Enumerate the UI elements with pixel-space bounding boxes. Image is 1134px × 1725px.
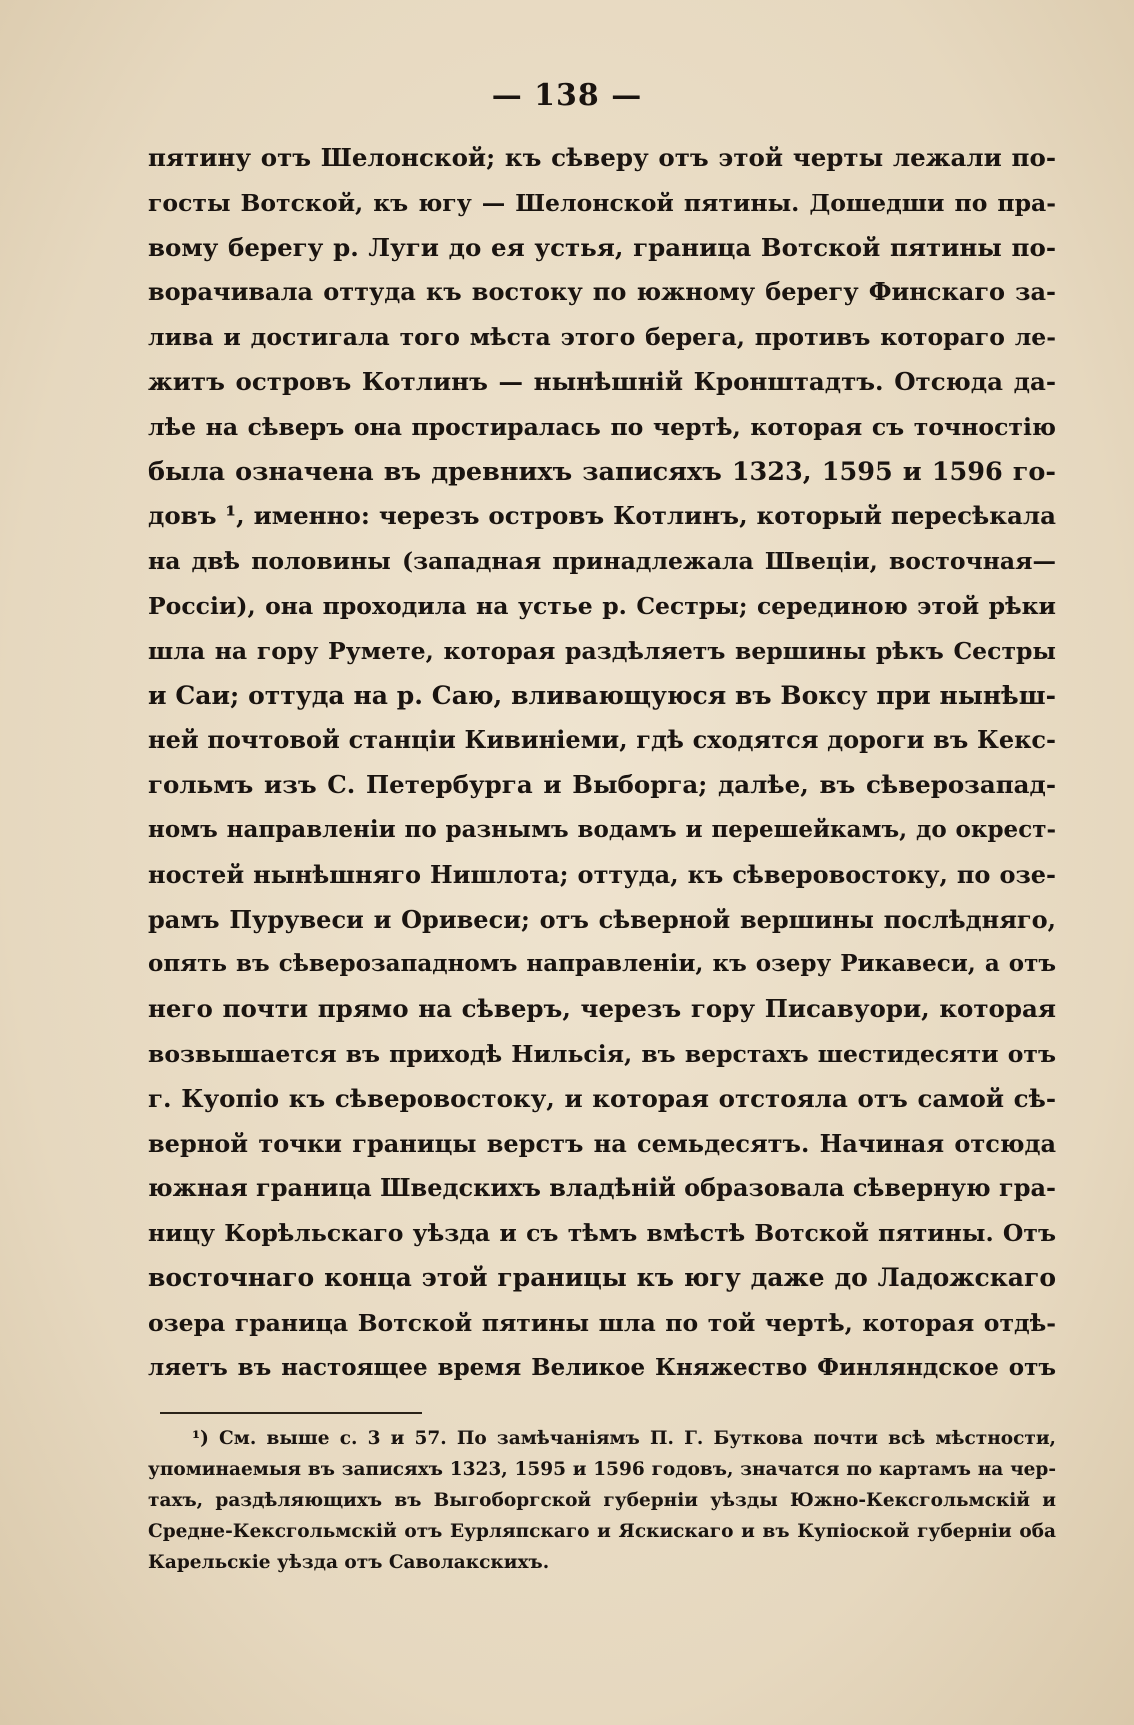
footnote-line: тахъ, раздѣляющихъ въ Выгоборгской губерніи уѣзды Южно-Кексгольмскій и: [148, 1490, 1056, 1511]
text-line: на двѣ половины (западная принадлежала Швеціи, восточная—: [148, 547, 1056, 576]
text-line: ляетъ въ настоящее время Великое Княжество Финляндское отъ: [148, 1353, 1056, 1381]
text-line: пятину отъ Шелонской; къ сѣверу отъ этой черты лежали по-: [148, 143, 1056, 172]
text-line: рамъ Пурувеси и Оривеси; отъ сѣверной вершины послѣдняго,: [148, 904, 1056, 934]
main-text: [148, 136, 1056, 1390]
footnote-divider: [160, 1412, 422, 1414]
text-line: верной точки границы верстъ на семьдесятъ. Начиная отсюда: [148, 1128, 1056, 1158]
text-line: Россіи), она проходила на устье р. Сестры; серединою этой рѣки: [148, 591, 1056, 620]
text-line: ворачивала оттуда къ востоку по южному берегу Финскаго за-: [148, 277, 1056, 307]
text-line: него почти прямо на сѣверъ, черезъ гору Писавуори, которая: [148, 994, 1056, 1024]
text-line: вому берегу р. Луги до ея устья, граница Вотской пятины по-: [148, 232, 1056, 262]
text-line: госты Вотской, къ югу — Шелонской пятины. Дошедши по пра-: [148, 188, 1056, 217]
text-line: и Саи; оттуда на р. Саю, вливающуюся въ Воксу при нынѣш-: [148, 680, 1056, 710]
text-line: г. Куопіо къ сѣверовостоку, и которая отстояла отъ самой сѣ-: [148, 1083, 1056, 1113]
text-line: озера граница Вотской пятины шла по той чертѣ, которая отдѣ-: [148, 1308, 1056, 1337]
footnote: [148, 1423, 1056, 1578]
footnote-line: упоминаемыя въ записяхъ 1323, 1595 и 1596 годовъ, значатся по картамъ на чер-: [148, 1459, 1056, 1480]
text-line: южная граница Шведскихъ владѣній образовала сѣверную гра-: [148, 1173, 1056, 1203]
text-line: ницу Корѣльскаго уѣзда и съ тѣмъ вмѣстѣ Вотской пятины. Отъ: [148, 1219, 1056, 1248]
text-line: ностей нынѣшняго Нишлота; оттуда, къ сѣверовостоку, по озе-: [148, 859, 1056, 889]
footnote-line: ¹) См. выше с. 3 и 57. По замѣчаніямъ П. Г. Буткова почти всѣ мѣстности,: [192, 1428, 1056, 1449]
text-line: шла на гору Руметe, которая раздѣляетъ вершины рѣкъ Сестры: [148, 636, 1056, 665]
text-line: лѣе на сѣверъ она простиралась по чертѣ, которая съ точностію: [148, 412, 1056, 441]
text-line: возвышается въ приходѣ Нильсія, въ верстахъ шестидесяти отъ: [148, 1039, 1056, 1068]
text-line: житъ островъ Котлинъ — нынѣшній Кронштадтъ. Отсюда да-: [148, 366, 1056, 396]
text-line: лива и достигала того мѣста этого берега, противъ котораго ле-: [148, 323, 1056, 352]
text-line: ней почтовой станціи Кивиніеми, гдѣ сходятся дороги въ Кекс-: [148, 725, 1056, 755]
text-line: опять въ сѣверозападномъ направленіи, къ озеру Рикавеси, а отъ: [148, 950, 1056, 978]
text-line: номъ направленіи по разнымъ водамъ и перешейкамъ, до окрест-: [148, 815, 1056, 843]
footnote-line: Карельскіе уѣзда отъ Саволакскихъ.: [148, 1552, 550, 1573]
text-line: гольмъ изъ С. Петербурга и Выборга; далѣе, въ сѣверозапад-: [148, 770, 1056, 800]
text-line: восточнаго конца этой границы къ югу даже до Ладожскаго: [148, 1262, 1056, 1292]
footnote-line: Средне-Кексгольмскій отъ Еурляпскаго и Яскискаго и въ Купіоской губерніи оба: [148, 1521, 1056, 1542]
page-number: — 138 —: [491, 78, 643, 113]
text-line: была означена въ древнихъ записяхъ 1323, 1595 и 1596 го-: [148, 456, 1056, 487]
text-line: довъ ¹, именно: черезъ островъ Котлинъ, который пересѣкала: [148, 501, 1056, 531]
